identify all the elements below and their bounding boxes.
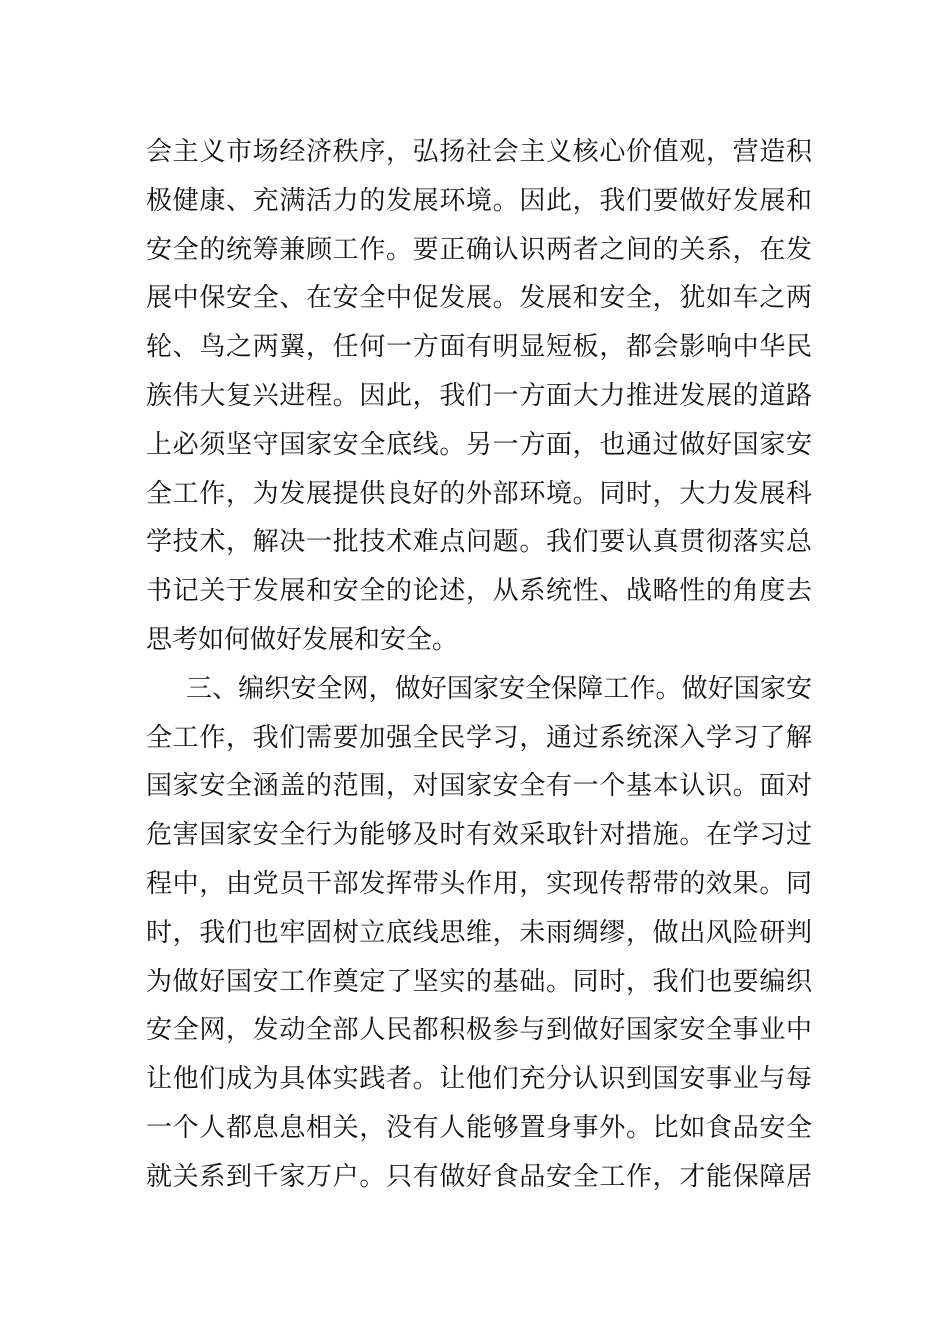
text-line: 国家安全涵盖的范围，对国家安全有一个基本认识。面对 — [146, 771, 812, 802]
text-line: 危害国家安全行为能够及时有效采取针对措施。在学习过 — [146, 820, 812, 851]
text-line: 让他们成为具体实践者。让他们充分认识到国安事业与每 — [146, 1064, 812, 1095]
text-line: 程中，由党员干部发挥带头作用，实现传帮带的效果。同 — [146, 868, 812, 899]
text-line: 安全的统筹兼顾工作。要正确认识两者之间的关系，在发 — [146, 234, 812, 265]
text-line: 书记关于发展和安全的论述，从系统性、战略性的角度去 — [146, 576, 812, 607]
text-line: 族伟大复兴进程。因此，我们一方面大力推进发展的道路 — [146, 380, 812, 411]
text-line: 学技术，解决一批技术难点问题。我们要认真贯彻落实总 — [146, 527, 812, 558]
text-line: 安全网，发动全部人民都积极参与到做好国家安全事业中 — [146, 1015, 812, 1046]
paragraph-2 — [146, 665, 812, 1202]
paragraph-1 — [146, 128, 812, 665]
text-line: 展中保安全、在安全中促发展。发展和安全，犹如车之两 — [146, 283, 812, 314]
text-line: 轮、鸟之两翼，任何一方面有明显短板，都会影响中华民 — [146, 332, 812, 363]
text-line: 为做好国安工作奠定了坚实的基础。同时，我们也要编织 — [146, 966, 812, 997]
text-line: 全工作，我们需要加强全民学习，通过系统深入学习了解 — [146, 722, 812, 753]
text-line: 时，我们也牢固树立底线思维，未雨绸缪，做出风险研判 — [146, 917, 812, 948]
text-line: 极健康、充满活力的发展环境。因此，我们要做好发展和 — [146, 185, 812, 216]
document-body — [146, 128, 812, 1202]
text-line: 三、编织安全网，做好国家安全保障工作。做好国家安 — [186, 673, 812, 704]
text-line: 思考如何做好发展和安全。 — [146, 624, 459, 655]
text-line: 上必须坚守国家安全底线。另一方面，也通过做好国家安 — [146, 429, 812, 460]
text-line: 全工作，为发展提供良好的外部环境。同时，大力发展科 — [146, 478, 812, 509]
text-line: 会主义市场经济秩序，弘扬社会主义核心价值观，营造积 — [146, 137, 812, 167]
text-line: 一个人都息息相关，没有人能够置身事外。比如食品安全 — [146, 1112, 812, 1143]
text-line: 就关系到千家万户。只有做好食品安全工作，才能保障居 — [146, 1161, 812, 1192]
